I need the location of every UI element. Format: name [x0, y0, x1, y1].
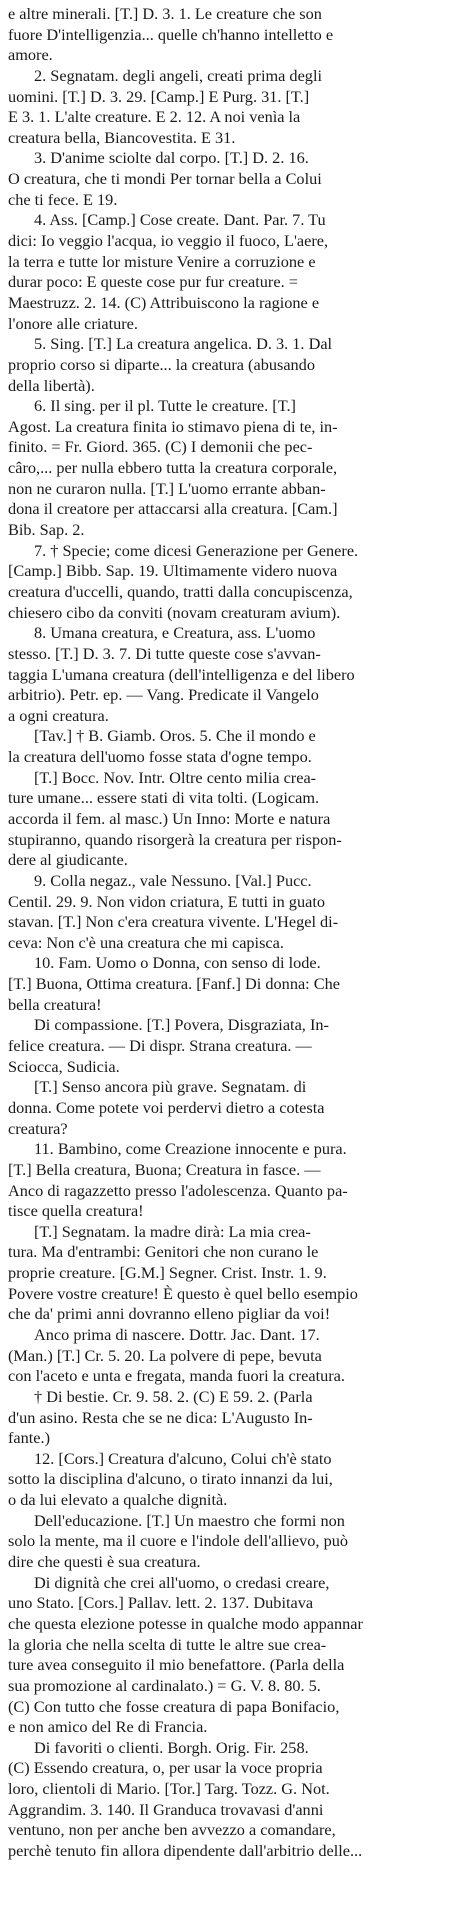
text-line: solo la mente, ma il cuore e l'indole dell'allievo, può [8, 1531, 348, 1551]
text-line: † Di bestie. Cr. 9. 58. 2. (C) E 59. 2. (Parla [34, 1386, 313, 1406]
text-line: d'un asino. Resta che se ne dica: L'Augusto In- [8, 1407, 313, 1427]
text-line: finito. = Fr. Giord. 365. (C) I demonii che pec- [8, 437, 313, 457]
text-line: [T.] Buona, Ottima creatura. [Fanf.] Di donna: Che [8, 974, 341, 994]
text-line: [T.] Bella creatura, Buona; Creatura in fasce. — [8, 1159, 321, 1179]
text-line: 7. † Specie; come dicesi Generazione per Genere. [34, 540, 359, 560]
text-line: [T.] Bocc. Nov. Intr. Oltre cento milia crea- [34, 767, 317, 787]
text-line: 2. Segnatam. degli angeli, creati prima degli [34, 65, 322, 85]
text-line: 5. Sing. [T.] La creatura angelica. D. 3. 1. Dal [34, 334, 333, 354]
text-line: 10. Fam. Uomo o Donna, con senso di lode. [34, 953, 321, 973]
text-line: la terra e tutte lor misture Venire a corruzione e [8, 251, 316, 271]
text-line: donna. Come potete voi perdervi dietro a cotesta [8, 1097, 325, 1117]
text-line: dire che questi è sua creatura. [8, 1552, 201, 1572]
text-line: câro,... per nulla ebbero tutta la creatura corporale, [8, 458, 338, 478]
text-line: ceva: Non c'è una creatura che mi capisca. [8, 932, 284, 952]
text-line: [Camp.] Bibb. Sap. 19. Ultimamente videro nuova [8, 561, 338, 581]
text-line: O creatura, che ti mondi Per tornar bella a Colui [8, 169, 322, 189]
text-line: Dell'educazione. [T.] Un maestro che formi non [34, 1510, 345, 1530]
text-line: dici: Io veggio l'acqua, io veggio il fuoco, L'aere, [8, 231, 329, 251]
text-line: loro, clientoli di Mario. [Tor.] Targ. Tozz. G. Not. [8, 1779, 330, 1799]
text-line: durar poco: E queste cose pur fur creature. = [8, 272, 298, 292]
text-line: ture avea conseguito il mio benefattore. (Parla della [8, 1655, 345, 1675]
text-line: Anco prima di nascere. Dottr. Jac. Dant. 17. [34, 1325, 320, 1344]
text-line: tisce quella creatura! [8, 1201, 144, 1221]
text-line: dere al giudicante. [8, 850, 128, 870]
text-line: taggia L'umana creatura (dell'intelligenza e del libero [8, 664, 355, 684]
text-line: 11. Bambino, come Creazione innocente e pura. [34, 1139, 347, 1159]
text-line: Povere vostre creature! È questo è quel bello esempio [8, 1283, 358, 1303]
text-line: la creatura dell'uomo fosse stata d'ogne tempo. [8, 747, 312, 767]
text-line: Centil. 29. 9. Non vidon criatura, E tutti in guato [8, 891, 325, 911]
text-line: bella creatura! [8, 994, 102, 1014]
text-line: con l'aceto e unta e fregata, manda fuori la creatura. [8, 1366, 345, 1386]
text-line: tura. Ma d'entrambi: Genitori che non curano le [8, 1242, 319, 1262]
text-line: creatura bella, Biancovestita. E 31. [8, 127, 236, 147]
text-line: che da' primi anni dovranno elleno pigliar da voi! [8, 1304, 331, 1324]
text-line: proprie creature. [G.M.] Segner. Crist. Instr. 1. 9. [8, 1263, 327, 1283]
text-line: (C) Con tutto che fosse creatura di papa Bonifacio, [8, 1696, 340, 1716]
text-line: che ti fece. E 19. [8, 189, 118, 209]
text-line: uomini. [T.] D. 3. 29. [Camp.] E Purg. 31. [T.] [8, 86, 310, 106]
text-line: creatura? [8, 1118, 68, 1138]
text-line: arbitrio). Petr. ep. — Vang. Predicate il Vangelo [8, 685, 319, 705]
text-line: 9. Colla negaz., vale Nessuno. [Val.] Pucc. [34, 870, 312, 890]
text-line: 6. Il sing. per il pl. Tutte le creature. [T.] [34, 396, 296, 416]
text-line: Di compassione. [T.] Povera, Disgraziata, In- [34, 1015, 329, 1035]
text-line: felice creatura. — Di dispr. Strana creatura. — [8, 1036, 312, 1056]
text-line: ture umane... essere stati di vita tolti. (Logicam. [8, 788, 320, 808]
text-line: o da lui elevato a qualche dignità. [8, 1490, 228, 1510]
text-line: (C) Essendo creatura, o, per usar la voce propria [8, 1758, 323, 1778]
text-line: Maestruzz. 2. 14. (C) Attribuiscono la ragione e [8, 292, 320, 312]
text-line: la gloria che nella scelta di tutte le altre sue crea- [8, 1634, 327, 1654]
text-line: 3. D'anime sciolte dal corpo. [T.] D. 2. 16. [34, 148, 309, 168]
text-line: e altre minerali. [T.] D. 3. 1. Le creature che son [8, 4, 322, 23]
text-line: stesso. [T.] D. 3. 7. Di tutte queste cose s'avvan- [8, 643, 321, 663]
text-line: uno Stato. [Cors.] Pallav. lett. 2. 137. Dubitava [8, 1593, 314, 1613]
text-line: Di dignità che crei all'uomo, o credasi creare, [34, 1572, 330, 1592]
text-line: creatura d'uccelli, quando, tratti dalla concupiscenza, [8, 581, 353, 601]
text-line: Di favoriti o clienti. Borgh. Orig. Fir. 258. [34, 1737, 309, 1757]
text-line: chiesero cibo da conviti (novam creaturam avium). [8, 602, 341, 622]
text-line: (Man.) [T.] Cr. 5. 20. La polvere di pepe, bevuta [8, 1345, 322, 1365]
text-line: della libertà). [8, 375, 95, 395]
text-line: perchè tenuto fin allora dipendente dall'arbitrio delle... [8, 1841, 363, 1861]
text-line: 8. Umana creatura, e Creatura, ass. L'uomo [34, 623, 316, 643]
text-line: Aggrandim. 3. 140. Il Granduca trovavasi d'anni [8, 1799, 324, 1819]
text-line: stavan. [T.] Non c'era creatura vivente. L'Hegel di- [8, 912, 339, 932]
text-line: Agost. La creatura finita io stimavo piena di te, in- [8, 416, 338, 436]
text-line: e non amico del Re di Francia. [8, 1717, 208, 1737]
text-line: sotto la disciplina d'alcuno, o tirato innanzi da lui, [8, 1469, 333, 1489]
text-line: amore. [8, 45, 53, 65]
text-line: accorda il fem. al masc.) Un Inno: Morte e natura [8, 808, 331, 828]
text-line: che questa elezione potesse in qualche modo appannar [8, 1613, 363, 1633]
text-line: 12. [Cors.] Creatura d'alcuno, Colui ch'è stato [34, 1448, 332, 1468]
text-line: Bib. Sap. 2. [8, 520, 85, 540]
text-line: 4. Ass. [Camp.] Cose create. Dant. Par. 7. Tu [34, 210, 326, 230]
text-line: a ogni creatura. [8, 705, 109, 725]
text-line: [T.] Senso ancora più grave. Segnatam. di [34, 1077, 307, 1097]
text-line: l'onore alle criature. [8, 313, 138, 333]
text-line: Sciocca, Sudicia. [8, 1056, 120, 1076]
text-line: dona il creatore per attaccarsi alla creatura. [Cam.] [8, 499, 338, 519]
text-line: [Tav.] † B. Giamb. Oros. 5. Che il mondo e [34, 726, 316, 746]
text-line: stupiranno, quando risorgerà la creatura per rispon- [8, 829, 342, 849]
text-line: Anco di ragazzetto presso l'adolescenza. Quanto pa- [8, 1180, 348, 1200]
text-line: fante.) [8, 1428, 51, 1448]
text-line: E 3. 1. L'alte creature. E 2. 12. A noi venìa la [8, 107, 301, 127]
text-line: [T.] Segnatam. la madre dirà: La mia crea- [34, 1221, 311, 1241]
text-line: fuore D'intelligenzia... quelle ch'hanno intelletto e [8, 24, 334, 44]
text-line: sua promozione al cardinalato.) = G. V. 8. 80. 5. [8, 1675, 321, 1695]
text-line: proprio corso si diparte... la creatura (abusando [8, 354, 315, 374]
text-line: non ne curaron nulla. [T.] L'uomo errante abban- [8, 478, 326, 498]
text-line: ventuno, non per anche ben avvezzo a comandare, [8, 1820, 336, 1840]
